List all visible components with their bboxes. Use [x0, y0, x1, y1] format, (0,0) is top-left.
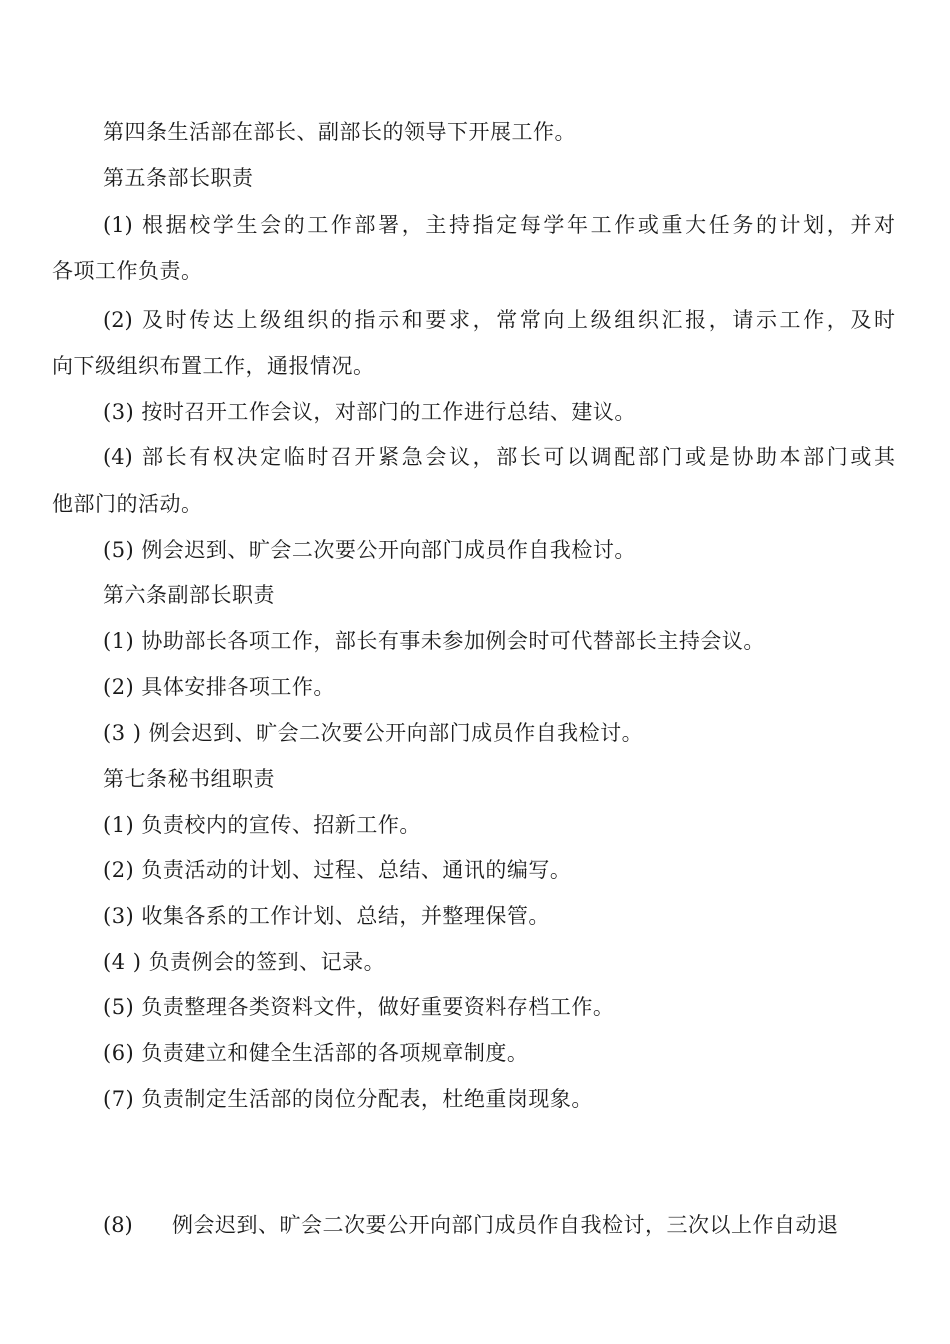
- article-5-item-2-line-2: 向下级组织布置工作，通报情况。: [52, 354, 375, 378]
- article-7-item-2: (2) 负责活动的计划、过程、总结、通讯的编写。: [103, 858, 572, 882]
- article-7-item-7: (7) 负责制定生活部的岗位分配表，杜绝重岗现象。: [103, 1087, 593, 1111]
- article-6-heading: 第六条副部长职责: [103, 583, 275, 607]
- article-5-item-3: (3) 按时召开工作会议，对部门的工作进行总结、建议。: [103, 400, 636, 424]
- article-5-heading: 第五条部长职责: [103, 166, 254, 190]
- article-5-item-1-line-1: (1) 根据校学生会的工作部署，主持指定每学年工作或重大任务的计划，并对: [103, 213, 895, 237]
- article-6-item-3: (3 ) 例会迟到、旷会二次要公开向部门成员作自我检讨。: [103, 721, 644, 745]
- article-7-item-1: (1) 负责校内的宣传、招新工作。: [103, 813, 421, 837]
- article-5-item-4-line-2: 他部门的活动。: [52, 492, 203, 516]
- article-7-item-3: (3) 收集各系的工作计划、总结，并整理保管。: [103, 904, 550, 928]
- article-5-item-5: (5) 例会迟到、旷会二次要公开向部门成员作自我检讨。: [103, 538, 636, 562]
- article-5-item-2-line-1: (2) 及时传达上级组织的指示和要求，常常向上级组织汇报，请示工作，及时: [103, 308, 895, 332]
- article-5-item-4-line-1: (4) 部长有权决定临时召开紧急会议，部长可以调配部门或是协助本部门或其: [103, 445, 895, 469]
- article-7-heading: 第七条秘书组职责: [103, 767, 275, 791]
- article-4-text: 第四条生活部在部长、副部长的领导下开展工作。: [103, 120, 576, 144]
- article-7-item-5: (5) 负责整理各类资料文件，做好重要资料存档工作。: [103, 995, 615, 1019]
- article-7-item-8-text: 例会迟到、旷会二次要公开向部门成员作自我检讨，三次以上作自动退: [172, 1213, 839, 1237]
- article-7-item-6: (6) 负责建立和健全生活部的各项规章制度。: [103, 1041, 529, 1065]
- article-7-item-4: (4 ) 负责例会的签到、记录。: [103, 950, 386, 974]
- article-6-item-1: (1) 协助部长各项工作，部长有事未参加例会时可代替部长主持会议。: [103, 629, 765, 653]
- article-7-item-8-number: (8): [103, 1213, 133, 1237]
- article-6-item-2: (2) 具体安排各项工作。: [103, 675, 335, 699]
- article-5-item-1-line-2: 各项工作负责。: [52, 259, 203, 283]
